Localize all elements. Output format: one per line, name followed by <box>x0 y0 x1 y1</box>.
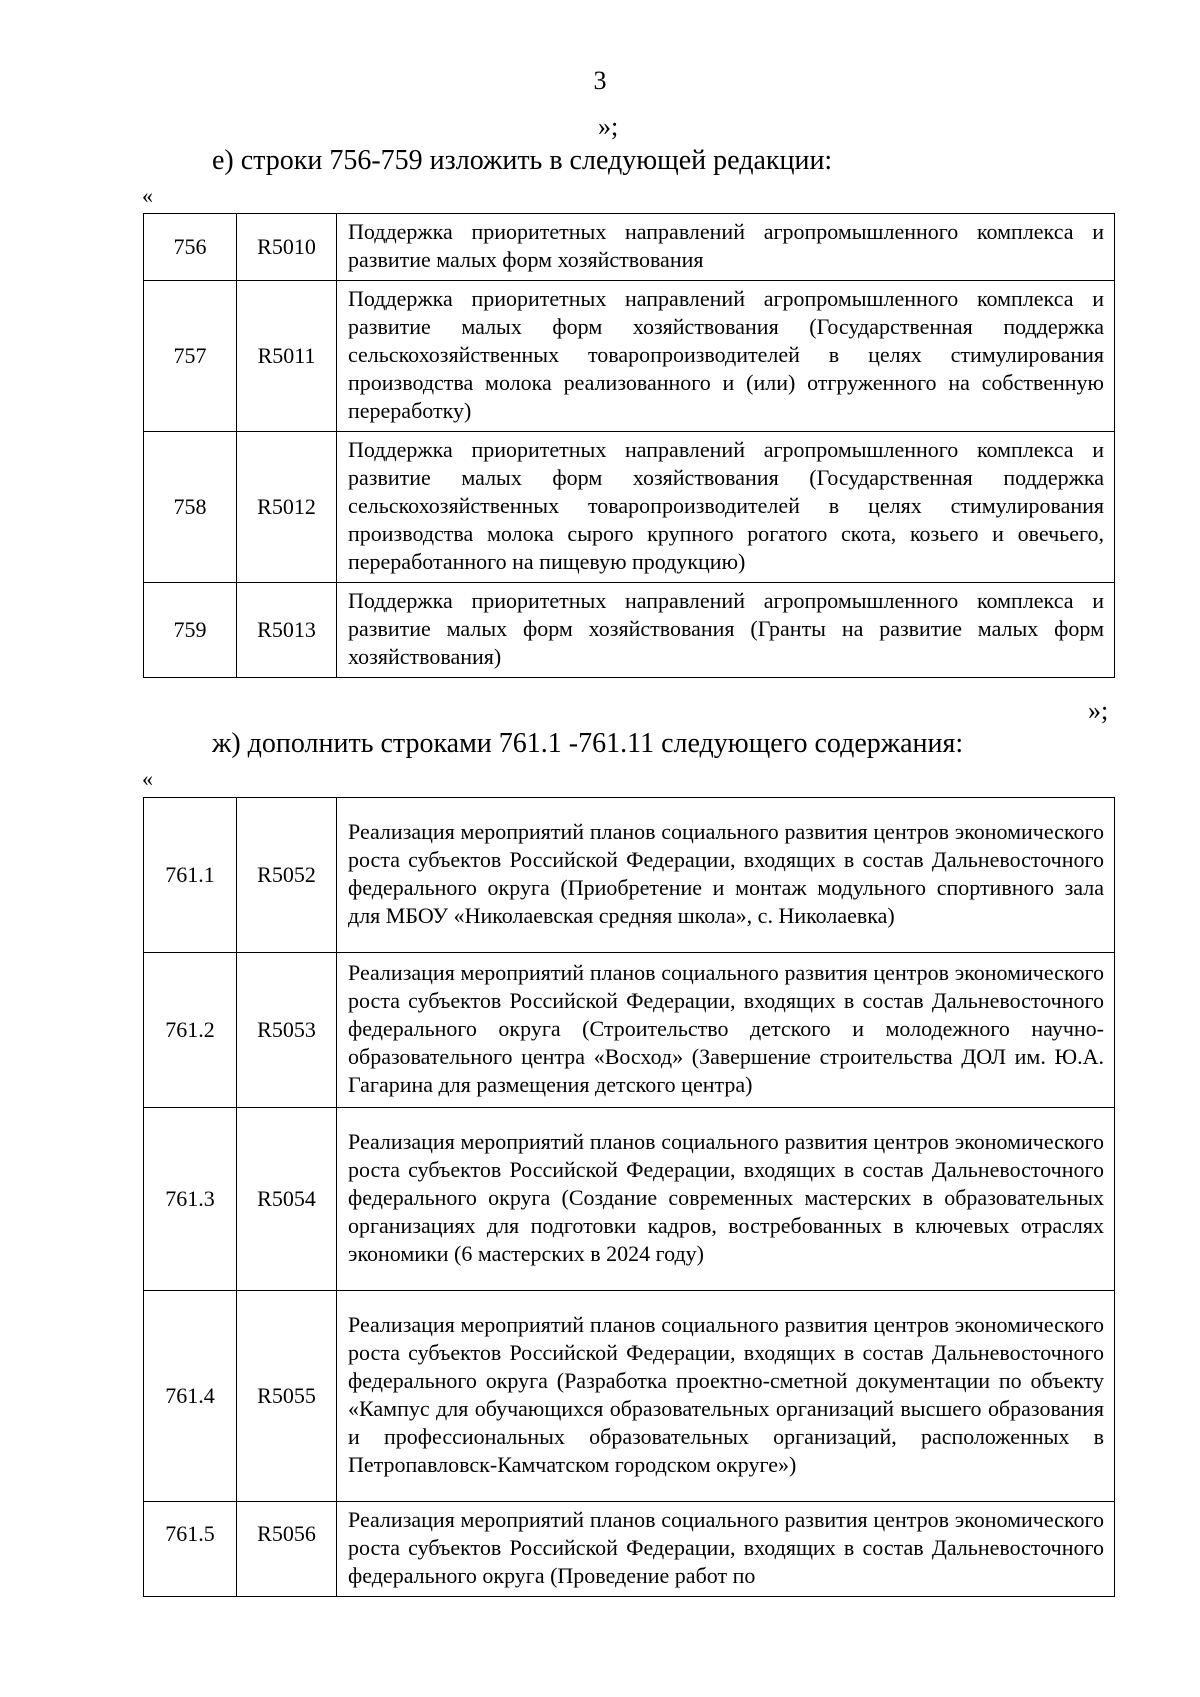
table-row <box>144 583 1115 678</box>
row-code: R5012 <box>237 432 337 583</box>
row-description: Реализация мероприятий планов социального развития центров экономического роста субъектов Российской Федерации, входящих в состав Дальневосточного федерального округа (Создание современных мастерских в образовательных организациях для подготовки кадров, востребованных в ключевых отраслях экономики (6 мастерских в 2024 году) <box>337 1108 1115 1291</box>
row-code: R5011 <box>237 281 337 432</box>
instruction-e: е) строки 756-759 изложить в следующей редакции: <box>212 145 833 176</box>
row-code: R5053 <box>237 953 337 1108</box>
table-row <box>144 798 1115 953</box>
row-description: Поддержка приоритетных направлений агропромышленного комплекса и развитие малых форм хозяйствования <box>337 214 1115 281</box>
row-code: R5055 <box>237 1291 337 1502</box>
row-number: 759 <box>144 583 237 678</box>
row-number: 758 <box>144 432 237 583</box>
row-description: Реализация мероприятий планов социального развития центров экономического роста субъектов Российской Федерации, входящих в состав Дальневосточного федерального округа (Приобретение и монтаж модульного спортивного зала для МБОУ «Николаевская средняя школа», с. Николаевка) <box>337 798 1115 953</box>
table-row <box>144 1502 1115 1597</box>
row-number: 761.4 <box>144 1291 237 1502</box>
row-number: 757 <box>144 281 237 432</box>
row-number: 761.1 <box>144 798 237 953</box>
row-description: Реализация мероприятий планов социального развития центров экономического роста субъектов Российской Федерации, входящих в состав Дальневосточного федерального округа (Разработка проектно-сметной документации по объекту «Кампус для обучающихся образовательных организаций высшего образования и профессиональных образовательных организаций, расположенных в Петропавловск-Камчатском городском округе») <box>337 1291 1115 1502</box>
closing-quote-previous: »; <box>598 112 619 141</box>
instruction-zh: ж) дополнить строками 761.1 -761.11 следующего содержания: <box>212 728 964 759</box>
row-description: Реализация мероприятий планов социального развития центров экономического роста субъектов Российской Федерации, входящих в состав Дальневосточного федерального округа (Проведение работ по <box>337 1502 1115 1597</box>
opening-quote-zh: « <box>142 766 153 791</box>
table-row <box>144 953 1115 1108</box>
row-number: 761.2 <box>144 953 237 1108</box>
page-number: 3 <box>593 66 607 95</box>
table-row <box>144 214 1115 281</box>
row-description: Поддержка приоритетных направлений агропромышленного комплекса и развитие малых форм хозяйствования (Государственная поддержка сельскохозяйственных товаропроизводителей в целях стимулирования производства молока реализованного и (или) отгруженного на собственную переработку) <box>337 281 1115 432</box>
row-description: Реализация мероприятий планов социального развития центров экономического роста субъектов Российской Федерации, входящих в состав Дальневосточного федерального округа (Строительство детского и молодежного научно-образовательного центра «Восход» (Завершение строительства ДОЛ им. Ю.А. Гагарина для размещения детского центра) <box>337 953 1115 1108</box>
row-code: R5013 <box>237 583 337 678</box>
row-description: Поддержка приоритетных направлений агропромышленного комплекса и развитие малых форм хозяйствования (Государственная поддержка сельскохозяйственных товаропроизводителей в целях стимулирования производства молока сырого крупного рогатого скота, козьего и овечьего, переработанного на пищевую продукцию) <box>337 432 1115 583</box>
table-rows-761 <box>143 797 1115 1597</box>
table-row <box>144 432 1115 583</box>
table-row <box>144 1291 1115 1502</box>
closing-quote-e: »; <box>1088 696 1109 725</box>
row-number: 756 <box>144 214 237 281</box>
table-row <box>144 281 1115 432</box>
row-description: Поддержка приоритетных направлений агропромышленного комплекса и развитие малых форм хозяйствования (Гранты на развитие малых форм хозяйствования) <box>337 583 1115 678</box>
row-code: R5052 <box>237 798 337 953</box>
row-number: 761.5 <box>144 1502 237 1597</box>
row-number: 761.3 <box>144 1108 237 1291</box>
row-code: R5010 <box>237 214 337 281</box>
table-row <box>144 1108 1115 1291</box>
table-rows-756-759 <box>143 213 1115 678</box>
row-code: R5054 <box>237 1108 337 1291</box>
opening-quote-e: « <box>142 183 153 208</box>
row-code: R5056 <box>237 1502 337 1597</box>
